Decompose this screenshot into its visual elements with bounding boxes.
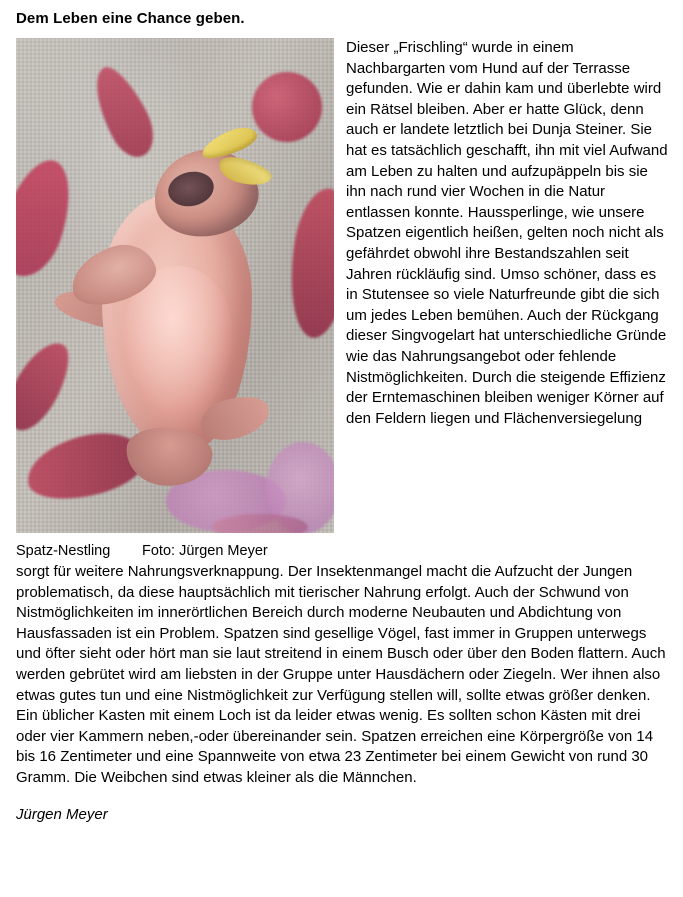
article-figure	[16, 38, 334, 560]
caption-credit: Foto: Jürgen Meyer	[142, 543, 268, 559]
article-body-text: sorgt für weitere Nahrungsverknappung. Der Insektenmangel macht die Aufzucht der Jungen problematisch, da diese hauptsächlich mit tierischer Nahrung erfolgt. Auch der Schwund von Nistmöglichkeiten im innerörtlichen Bereich durch moderne Neubauten und Abdichtung von Hausfassaden ist ein Problem. Spatzen sind gesellige Vögel, fast immer in Gruppen unterwegs und öfter sieht oder hört man sie laut streitend in einem Busch oder über den Boden flattern. Auch werden gebrütet wird am liebsten in der Gruppe unter Hausdächern oder Ziegeln. Wer ihnen also etwas gutes tun und eine Nistmöglichkeit zur Verfügung stellen will, sollte etwas größer denken. Ein üblicher Kasten mit einem Loch ist da leider etwas wenig. Es sollten schon Kästen mit drei oder vier Kammern neben,-oder übereinander sein. Spatzen erreichen eine Körpergröße von 14 bis 16 Zentimeter und eine Spannweite von etwa 23 Zentimeter bei einem Gewicht von rund 30 Gramm. Die Weibchen sind etwas kleiner als die Männchen.	[16, 563, 666, 786]
article-column-text: Dieser „Frischling“ wurde in einem Nachbargarten vom Hund auf der Terrasse gefunden. Wie er dahin kam und überlebte wird ein Rätsel bleiben. Aber er hatte Glück, denn auch er landete letztlich bei Dunja Steiner. Sie hat es tatsächlich geschafft, ihn mit viel Aufwand am Leben zu halten und aufzupäppeln bis sie ihn nach rund vier Wochen in die Natur entlassen konnte. Haussperlinge, wie unsere Spatzen eigentlich heißen, gelten noch nicht als gefährdet obwohl ihre Bestandszahlen seit Jahren rückläufig sind. Umso schöner, dass es in Stutensee so viele Naturfreunde gibt die sich um jedes Leben bemühen. Auch der Rückgang dieser Singvogelart hat unterschiedliche Gründe wie das Nahrungsangebot oder fehlende Nistmöglichkeiten. Durch die steigende Effizienz der Erntemaschinen bleiben weniger Körner auf den Feldern liegen und Flächenversiegelung	[346, 39, 668, 427]
caption-subject: Spatz-Nestling	[16, 543, 111, 559]
article-top-block	[16, 38, 669, 559]
spatz-nestling-photo	[16, 38, 334, 533]
nestling-bird	[50, 98, 300, 518]
article-byline: Jürgen Meyer	[16, 805, 108, 823]
figure-caption	[16, 533, 334, 560]
page-title: Dem Leben eine Chance geben.	[16, 10, 245, 27]
